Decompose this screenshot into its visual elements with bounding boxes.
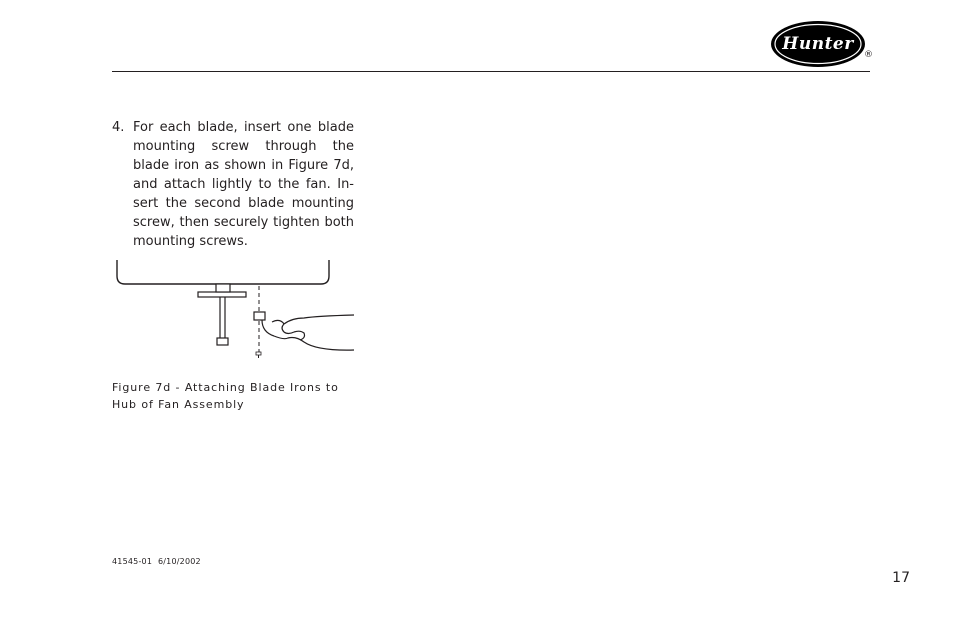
document-date: 6/10/2002 [158,557,201,566]
step-number: 4. [112,120,125,135]
hub-plate-top [216,284,230,292]
logo-wordmark: Hunter [782,34,854,54]
document-id: 41545-01 [112,557,153,566]
mounting-screw-icon [256,352,261,358]
figure-caption: Figure 7d - Attaching Blade Irons to Hub of Fan Assembly [112,381,339,411]
hand-icon [254,312,354,350]
header-divider [112,71,870,72]
step-text: For each blade, insert one blade mounting screw through the blade iron as shown in Figure 7d, and attach lightly to the fan. In- sert the second blade mounting screw, then securely tighten both mounting screws. [133,120,354,249]
instruction-step [112,118,354,251]
motor-housing [117,260,329,284]
hub-plate [198,292,246,297]
registered-mark: ® [864,50,873,60]
page-number: 17 [892,570,910,586]
hunter-logo [770,20,874,70]
figure-7d-illustration [112,258,354,358]
blade-iron-end [217,338,228,345]
